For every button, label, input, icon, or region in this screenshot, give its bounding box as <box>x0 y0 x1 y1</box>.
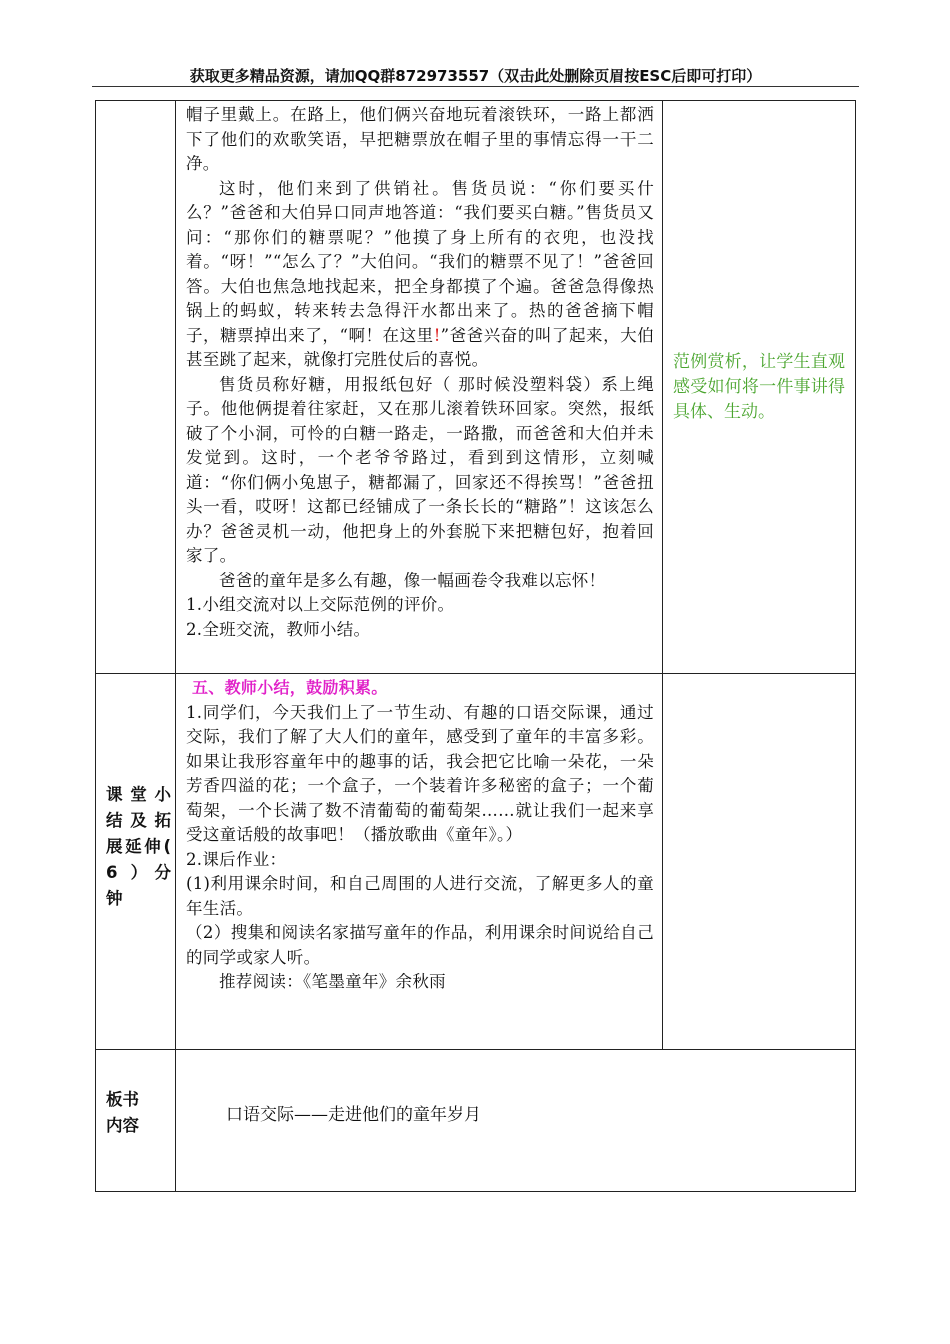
summary-note-cell <box>663 674 856 1050</box>
table-row-summary <box>96 674 856 1050</box>
story-paragraph-2: 这时，他们来到了供销社。售货员说：“你们要买什么？”爸爸和大伯异口同声地答道：“我们要买白糖。”售货员又问：“那你们的糖票呢？”他摸了身上所有的衣兜，也没找着。“呀！”“怎么了？”大伯问。“我们的糖票不见了！”爸爸回答。大伯也焦急地找起来，把全身都摸了个遍。爸爸急得像热锅上的蚂蚁，转来转去急得汗水都出来了。热的爸爸摘下帽子，糖票掉出来了，“啊！在这里!”爸爸兴奋的叫了起来，大伯甚至跳了起来，就像打完胜仗后的喜悦。 <box>186 178 654 369</box>
header-rule <box>92 86 859 87</box>
exclamation-mark: ! <box>433 325 441 345</box>
story-paragraph-1: 帽子里戴上。在路上，他们俩兴奋地玩着滚铁环，一路上都洒下了他们的欢歌笑语，早把糖票放在帽子里的事情忘得一干二净。 <box>186 105 654 173</box>
summary-label-line-5: 钟 <box>106 888 123 908</box>
teaching-note: 范例赏析，让学生直观感受如何将一件事讲得具体、生动。 <box>673 351 845 422</box>
board-content: 口语交际——走进他们的童年岁月 <box>226 1105 481 1125</box>
homework-item-1: (1)利用课余时间，和自己周围的人进行交流，了解更多人的童年生活。 <box>186 874 654 918</box>
summary-label-line-1: 课堂小 <box>106 784 171 804</box>
board-label-line-1: 板书 <box>106 1089 139 1109</box>
summary-paragraph: 1.同学们，今天我们上了一节生动、有趣的口语交际课，通过交际，我们了解了大人们的童年，感受到了童年的丰富多彩。如果让我形容童年中的趣事的话，我会把它比喻一朵花，一朵芳香四溢的花；一个盒子，一个装着许多秘密的盒子；一个葡萄架，一个长满了数不清葡萄的葡萄架……就让我们一起来享受这童话般的故事吧！（播放歌曲《童年》。） <box>186 702 654 844</box>
table-row-board <box>96 1050 856 1192</box>
activity-step-2: 2.全班交流，教师小结。 <box>186 619 371 639</box>
section-heading: 五、教师小结，鼓励积累。 <box>192 678 388 697</box>
recommended-reading: 推荐阅读：《笔墨童年》余秋雨 <box>219 972 446 991</box>
board-cell <box>176 1050 856 1192</box>
summary-label-line-3: 展延伸( <box>106 836 171 856</box>
board-label-cell <box>96 1050 176 1192</box>
homework-title: 2.课后作业： <box>186 849 287 869</box>
note-cell <box>663 101 856 674</box>
summary-label-cell <box>96 674 176 1050</box>
page-header[interactable]: 获取更多精品资源，请加QQ群872973557（双击此处删除页眉按ESC后即可打印） <box>189 67 762 85</box>
label-cell-empty <box>96 101 176 674</box>
story-paragraph-4: 爸爸的童年是多么有趣，像一幅画卷令我难以忘怀！ <box>219 570 606 590</box>
table-row-story <box>96 101 856 674</box>
summary-label-line-2: 结及拓 <box>106 810 171 830</box>
summary-label-line-4: 6 ）分 <box>106 862 171 882</box>
lesson-plan-table <box>95 100 856 1192</box>
story-cell <box>176 101 663 674</box>
homework-item-2: （2）搜集和阅读名家描写童年的作品，利用课余时间说给自己的同学或家人听。 <box>186 923 654 967</box>
activity-step-1: 1.小组交流对以上交际范例的评价。 <box>186 595 455 614</box>
board-label-line-2: 内容 <box>106 1115 139 1135</box>
story-paragraph-3: 售货员称好糖，用报纸包好（ 那时候没塑料袋）系上绳子。他他俩提着往家赶，又在那儿滚着铁环回家。突然，报纸破了个小洞，可怜的白糖一路走，一路撒，而爸爸和大伯并未发觉到。这时，一个老爷爷路过，看到到这情形，立刻喊道：“你们俩小兔崽子，糖都漏了，回家还不得挨骂！”爸爸扭头一看，哎呀！这都已经铺成了一条长长的“糖路”！这该怎么办？爸爸灵机一动，他把身上的外套脱下来把糖包好，抱着回家了。 <box>186 374 654 565</box>
summary-cell <box>176 674 663 1050</box>
